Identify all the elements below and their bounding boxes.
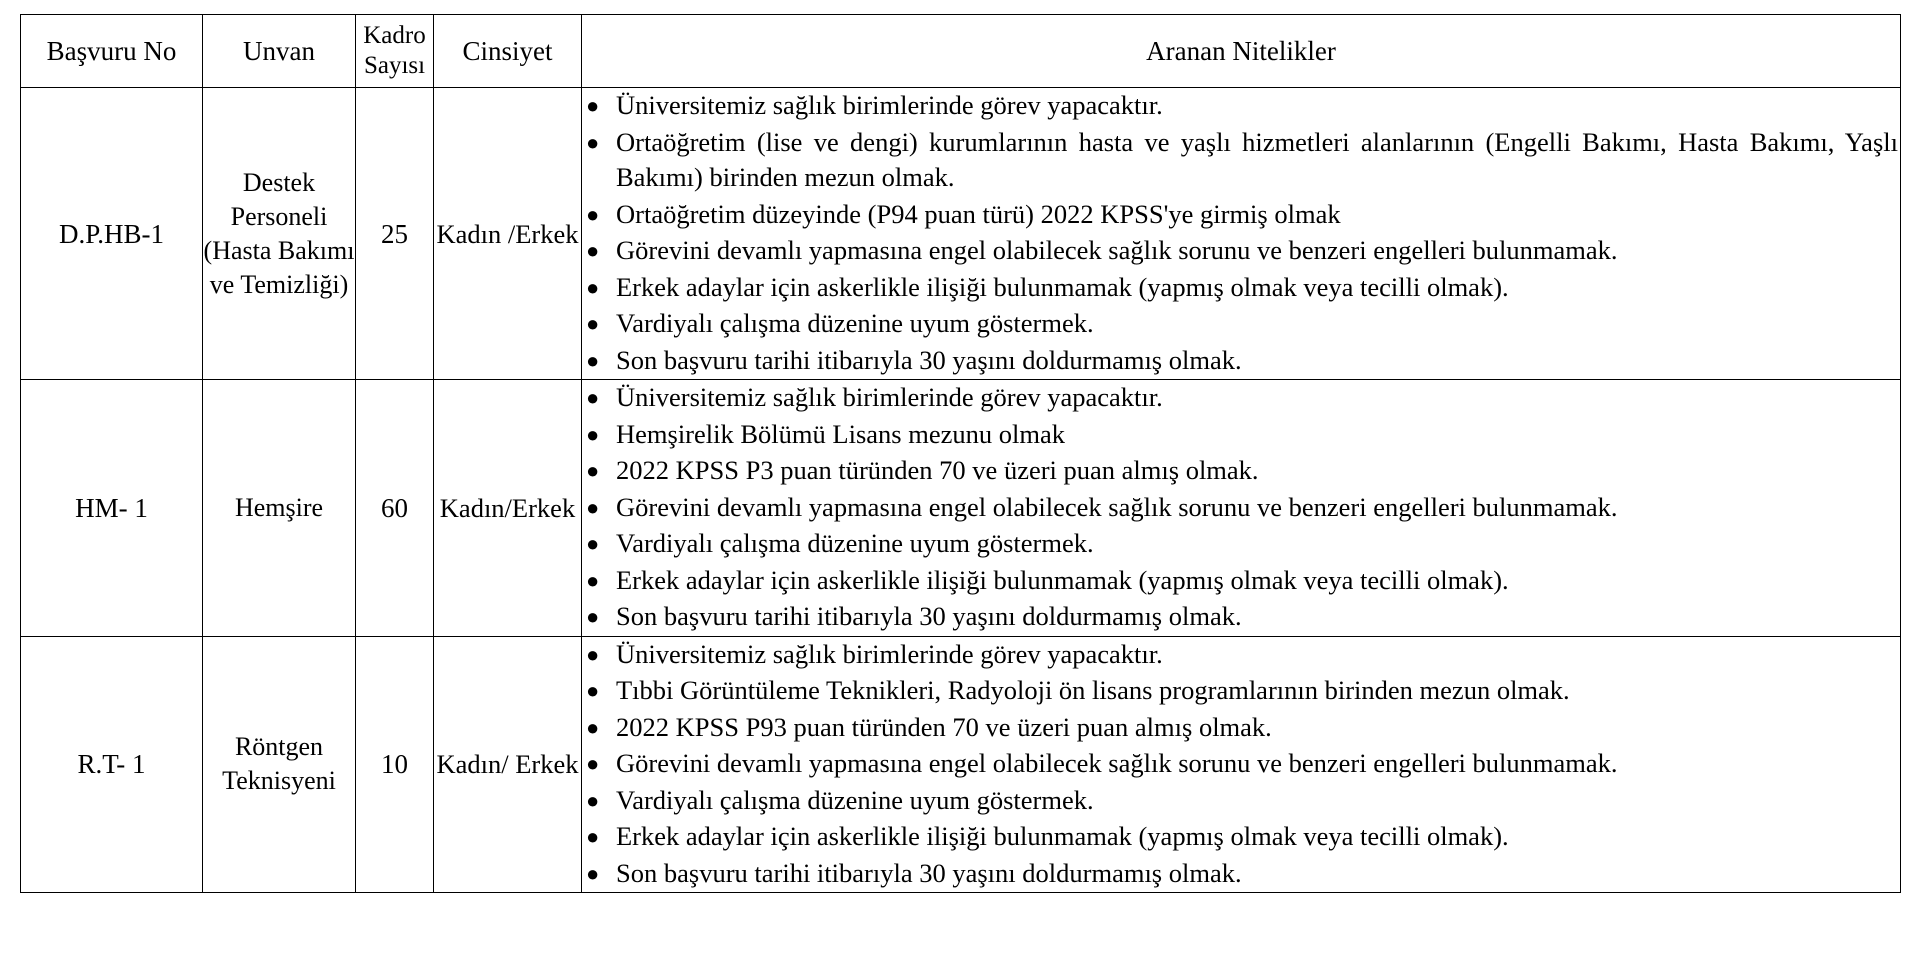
qualification-item (582, 343, 1900, 379)
qualification-item (582, 563, 1900, 599)
qualification-item (582, 673, 1900, 709)
qualification-text: Son başvuru tarihi itibarıyla 30 yaşını doldurmamış olmak. (616, 857, 1242, 888)
qualifications-list (582, 380, 1900, 635)
cell-aranan-nitelikler (582, 88, 1901, 380)
qualification-text: 2022 KPSS P3 puan türünden 70 ve üzeri puan almış olmak. (616, 455, 1259, 485)
bullet-icon: ● (586, 93, 600, 118)
header-aranan-nitelikler: Aranan Nitelikler (582, 15, 1901, 88)
cell-cinsiyet: Kadın /Erkek (434, 88, 582, 380)
table-row (21, 88, 1901, 380)
qualification-text: Hemşirelik Bölümü Lisans mezunu olmak (616, 418, 1065, 449)
cell-aranan-nitelikler (582, 636, 1901, 893)
bullet-icon: ● (586, 458, 600, 483)
cell-unvan: Röntgen Teknisyeni (203, 636, 356, 893)
table-row (21, 380, 1901, 637)
qualification-item (582, 710, 1900, 746)
qualification-text: Üniversitemiz sağlık birimlerinde görev yapacaktır. (616, 90, 1163, 120)
bullet-icon: ● (586, 347, 600, 373)
bullet-icon: ● (586, 311, 600, 336)
qualification-text: Vardiyalı çalışma düzenine uyum göstermek. (616, 308, 1094, 338)
qualification-item (582, 856, 1900, 892)
bullet-icon: ● (586, 201, 600, 227)
header-kadro-line1: Kadro (363, 22, 426, 49)
qualification-text: Erkek adaylar için askerlikle ilişiği bulunmamak (yapmış olmak veya tecilli olmak). (616, 564, 1509, 595)
bullet-icon: ● (586, 421, 600, 447)
qualification-text: Erkek adaylar için askerlikle ilişiği bulunmamak (yapmış olmak veya tecilli olmak). (616, 271, 1509, 302)
table-header (21, 15, 1901, 88)
qualification-item (582, 490, 1900, 526)
bullet-icon: ● (586, 641, 600, 667)
qualification-text: Erkek adaylar için askerlikle ilişiği bulunmamak (yapmış olmak veya tecilli olmak). (616, 821, 1509, 851)
qualification-text: Son başvuru tarihi itibarıyla 30 yaşını doldurmamış olmak. (616, 601, 1242, 631)
header-row (21, 15, 1901, 88)
bullet-icon: ● (586, 860, 600, 886)
cell-kadro-sayisi: 60 (356, 380, 434, 637)
qualification-item (582, 526, 1900, 562)
bullet-icon: ● (586, 129, 600, 155)
qualification-text: Görevini devamlı yapmasına engel olabilecek sağlık sorunu ve benzeri engelleri bulunmamak. (616, 748, 1618, 778)
qualification-item (582, 270, 1900, 306)
bullet-icon: ● (586, 604, 600, 629)
bullet-icon: ● (586, 678, 600, 703)
cell-unvan: Destek Personeli (Hasta Bakımı ve Temizliği) (203, 88, 356, 380)
bullet-icon: ● (586, 787, 600, 813)
qualification-item (582, 233, 1900, 269)
header-kadro-line2: Sayısı (363, 52, 426, 79)
bullet-icon: ● (586, 494, 600, 520)
qualification-item (582, 380, 1900, 416)
cell-aranan-nitelikler (582, 380, 1901, 637)
qualification-item (582, 453, 1900, 489)
table-row (21, 636, 1901, 893)
header-basvuru-no: Başvuru No (21, 15, 203, 88)
qualifications-list (582, 637, 1900, 892)
bullet-icon: ● (586, 751, 600, 776)
cell-kadro-sayisi: 25 (356, 88, 434, 380)
header-unvan: Unvan (203, 15, 356, 88)
qualification-item (582, 197, 1900, 233)
qualification-text: Son başvuru tarihi itibarıyla 30 yaşını doldurmamış olmak. (616, 344, 1242, 375)
qualification-text: Üniversitemiz sağlık birimlerinde görev yapacaktır. (616, 638, 1163, 669)
job-postings-table (20, 14, 1901, 893)
qualification-text: Üniversitemiz sağlık birimlerinde görev yapacaktır. (616, 382, 1163, 412)
qualifications-list (582, 88, 1900, 378)
qualification-item (582, 88, 1900, 124)
qualification-item (582, 819, 1900, 855)
qualification-text: Ortaöğretim (lise ve dengi) kurumlarının hasta ve yaşlı hizmetleri alanlarının (Engelli Bakımı, Hasta Bakımı, Yaşlı Bakımı) birinden mezun olmak. (616, 126, 1898, 192)
cell-cinsiyet: Kadın/ Erkek (434, 636, 582, 893)
table-body (21, 88, 1901, 893)
qualification-text: Vardiyalı çalışma düzenine uyum göstermek. (616, 528, 1094, 558)
bullet-icon: ● (586, 274, 600, 300)
cell-cinsiyet: Kadın/Erkek (434, 380, 582, 637)
qualification-text: Tıbbi Görüntüleme Teknikleri, Radyoloji ön lisans programlarının birinden mezun olmak. (616, 675, 1570, 705)
bullet-icon: ● (586, 567, 600, 593)
cell-unvan: Hemşire (203, 380, 356, 637)
qualification-item (582, 637, 1900, 673)
qualification-item (582, 599, 1900, 635)
qualification-text: Vardiyalı çalışma düzenine uyum göstermek. (616, 784, 1094, 815)
qualification-text: Görevini devamlı yapmasına engel olabilecek sağlık sorunu ve benzeri engelleri bulunmamak. (616, 235, 1618, 265)
clipped-paragraph-above-table (22, 0, 1898, 4)
qualification-item (582, 783, 1900, 819)
bullet-icon: ● (586, 531, 600, 556)
header-cinsiyet: Cinsiyet (434, 15, 582, 88)
bullet-icon: ● (586, 824, 600, 849)
cell-basvuru-no: R.T- 1 (21, 636, 203, 893)
qualification-text: 2022 KPSS P93 puan türünden 70 ve üzeri puan almış olmak. (616, 711, 1272, 742)
qualification-text: Ortaöğretim düzeyinde (P94 puan türü) 2022 KPSS'ye girmiş olmak (616, 198, 1341, 229)
qualification-item (582, 125, 1900, 196)
header-kadro-sayisi (356, 15, 434, 88)
bullet-icon: ● (586, 714, 600, 740)
cell-kadro-sayisi: 10 (356, 636, 434, 893)
qualification-item (582, 417, 1900, 453)
qualification-item (582, 746, 1900, 782)
cell-basvuru-no: D.P.HB-1 (21, 88, 203, 380)
cell-basvuru-no: HM- 1 (21, 380, 203, 637)
bullet-icon: ● (586, 385, 600, 410)
qualification-text: Görevini devamlı yapmasına engel olabilecek sağlık sorunu ve benzeri engelleri bulunmamak. (616, 491, 1618, 522)
qualification-item (582, 306, 1900, 342)
bullet-icon: ● (586, 238, 600, 263)
